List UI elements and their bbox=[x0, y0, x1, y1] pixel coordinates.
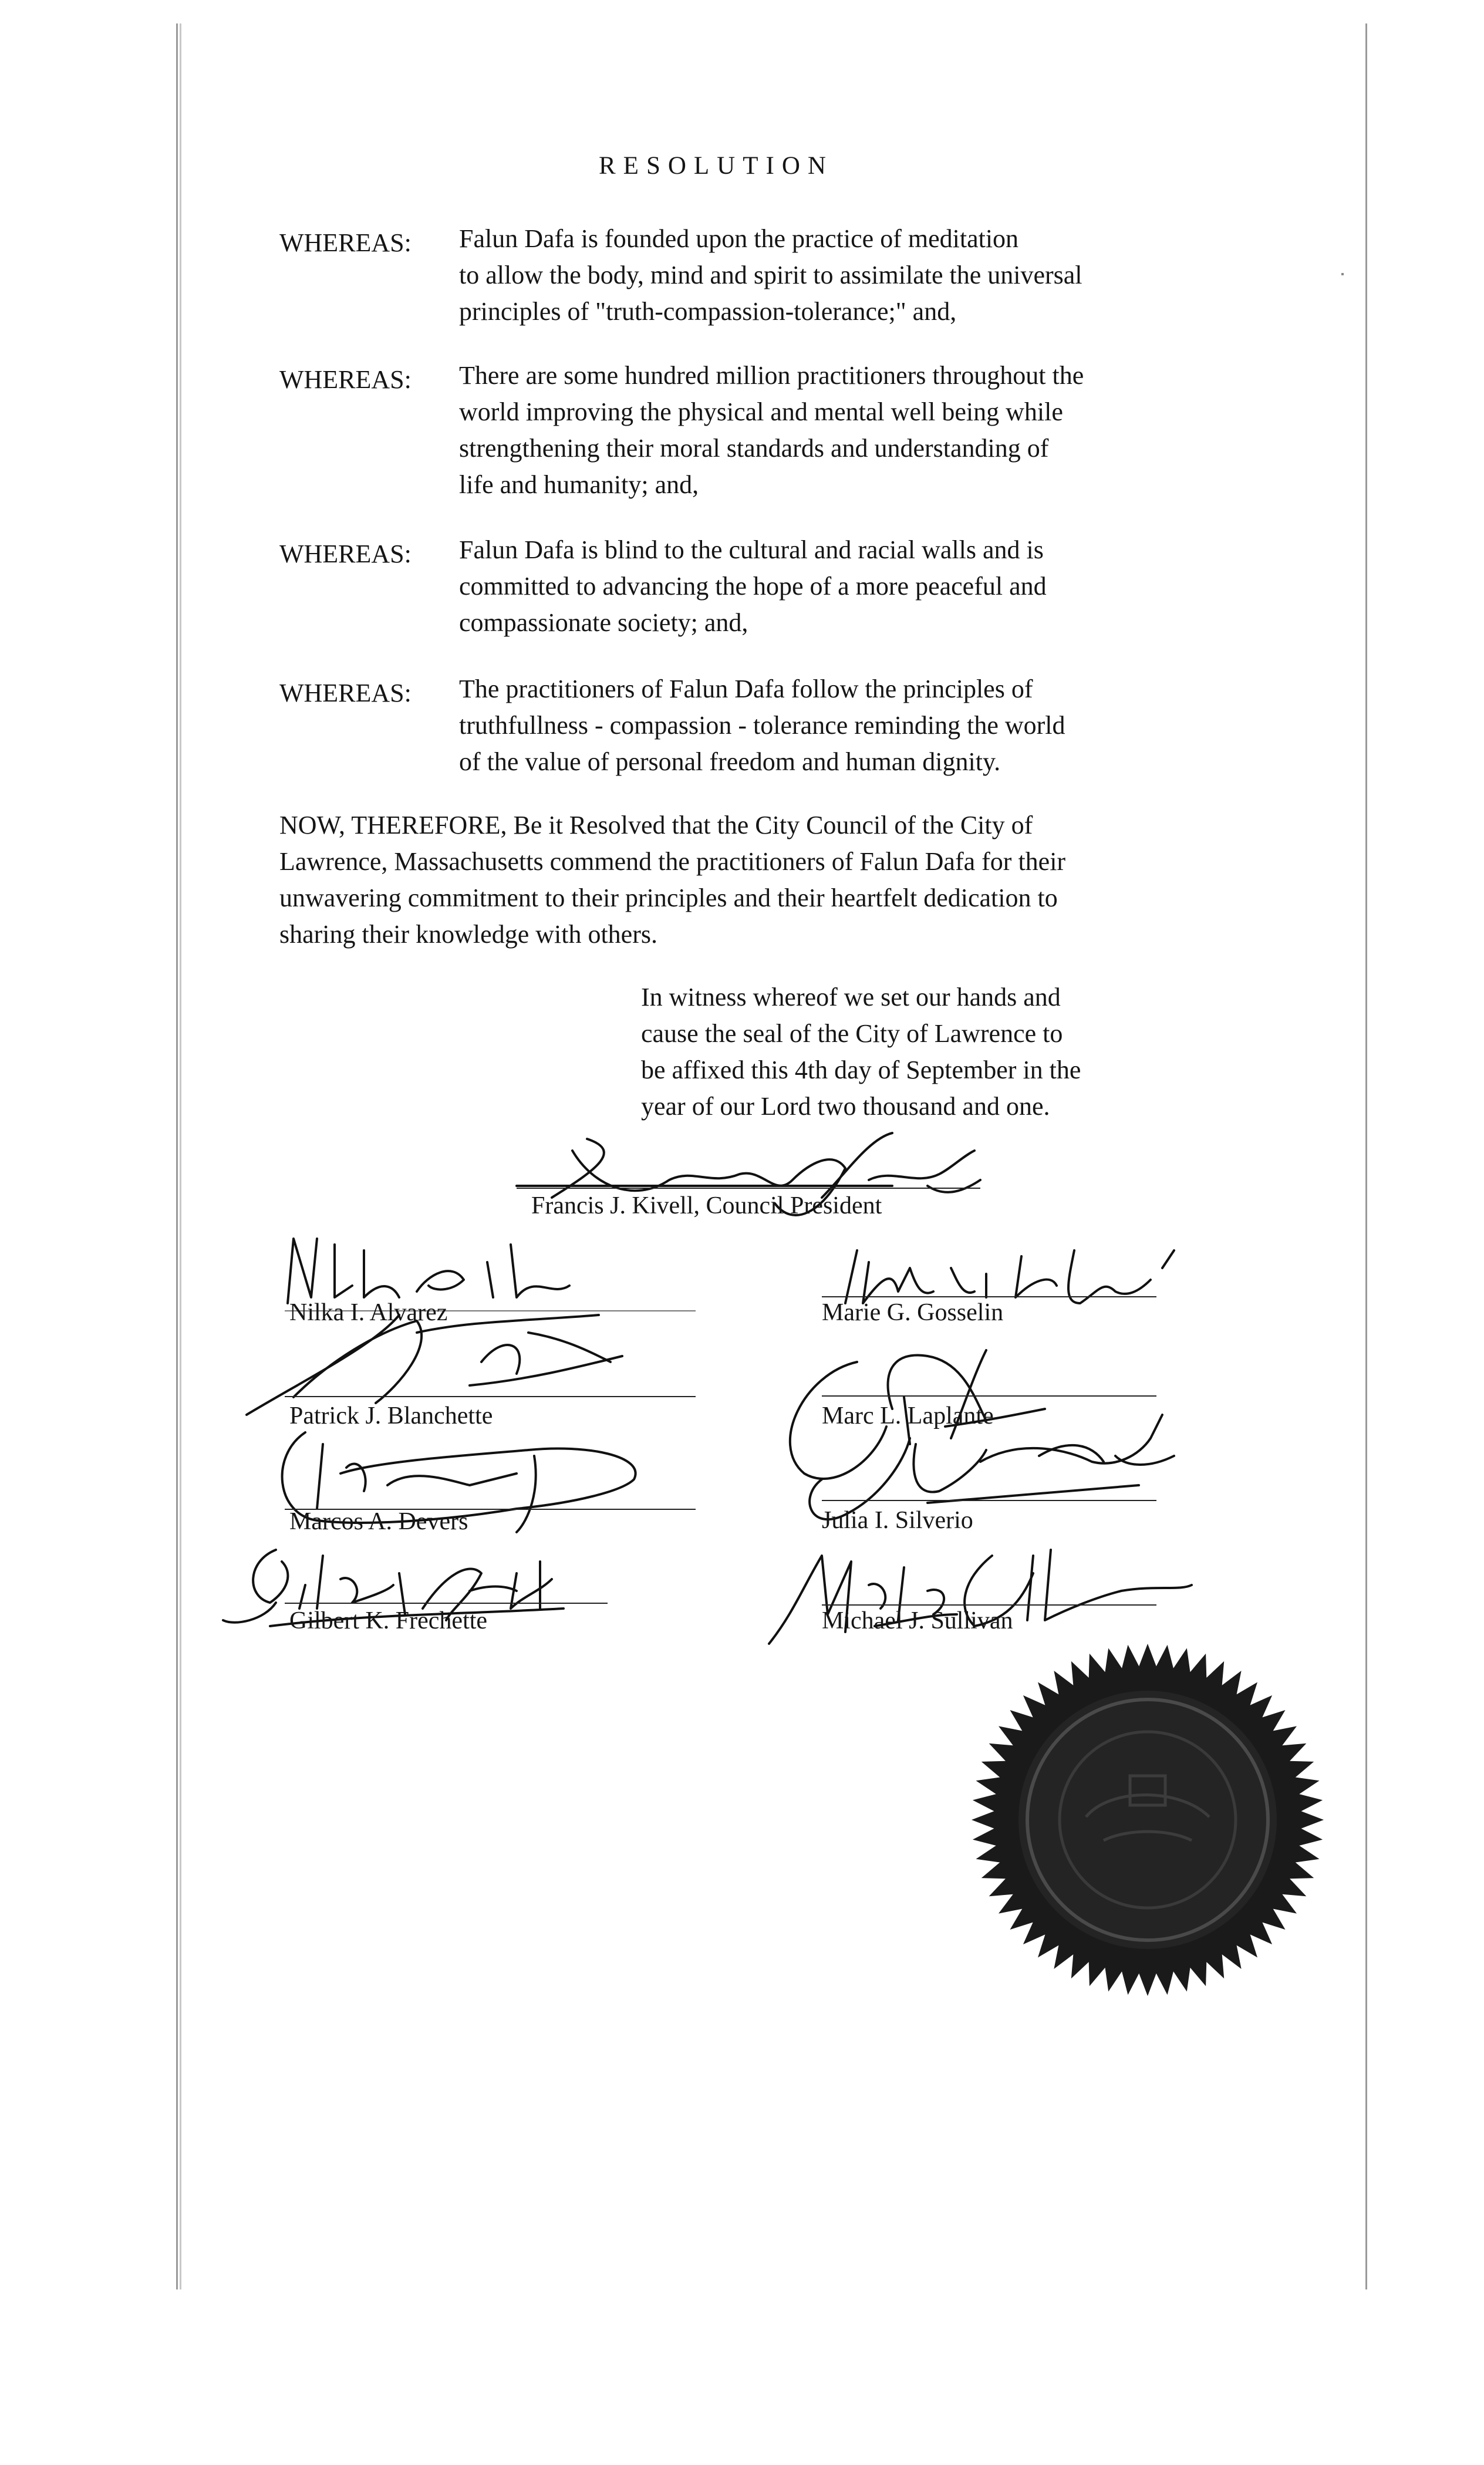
blanchette-signature-line bbox=[285, 1396, 696, 1397]
gosselin-signature-line bbox=[822, 1296, 1156, 1297]
president-signature-line bbox=[517, 1188, 980, 1189]
whereas-text: Falun Dafa is founded upon the practice of meditation to allow the body, mind and spirit to assimilate the universal principles of "truth-compassion-tolerance;" and, bbox=[459, 224, 1082, 326]
whereas-label: WHEREAS: bbox=[279, 365, 412, 394]
laplante-name: Marc L. Laplante bbox=[822, 1402, 994, 1429]
city-seal-icon bbox=[969, 1641, 1327, 1999]
left-margin-line-inner bbox=[180, 23, 181, 2289]
scan-speck bbox=[1341, 273, 1344, 275]
gosselin-name: Marie G. Gosselin bbox=[822, 1299, 1004, 1326]
president-signature-icon bbox=[517, 1115, 986, 1245]
silverio-name: Julia I. Silverio bbox=[822, 1507, 973, 1534]
devers-name: Marcos A. Devers bbox=[289, 1508, 468, 1535]
resolved-paragraph: NOW, THEREFORE, Be it Resolved that the City Council of the City of Lawrence, Massachusetts commend the practitioners of Falun Dafa for their unwavering commitment to their principles and their heartfelt dedication to sharing their knowledge with others. bbox=[279, 811, 1066, 949]
sullivan-signature-line bbox=[822, 1604, 1156, 1606]
right-margin-line bbox=[1365, 23, 1367, 2289]
alvarez-name: Nilka I. Alvarez bbox=[289, 1299, 448, 1326]
laplante-signature-line bbox=[822, 1395, 1156, 1397]
whereas-text: The practitioners of Falun Dafa follow the principles of truthfullness - compassion - tolerance reminding the world of the value of personal freedom and human dignity. bbox=[459, 675, 1065, 776]
whereas-label: WHEREAS: bbox=[279, 679, 412, 707]
sullivan-name: Michael J. Sullivan bbox=[822, 1607, 1013, 1634]
document-title: RESOLUTION bbox=[599, 152, 834, 180]
whereas-label: WHEREAS: bbox=[279, 228, 412, 257]
witness-paragraph: In witness whereof we set our hands and cause the seal of the City of Lawrence to be affixed this 4th day of September in the year of our Lord two thousand and one. bbox=[641, 983, 1081, 1121]
silverio-signature-line bbox=[822, 1500, 1156, 1501]
whereas-text: Falun Dafa is blind to the cultural and racial walls and is committed to advancing the hope of a more peaceful and compassionate society; and, bbox=[459, 535, 1047, 637]
whereas-text: There are some hundred million practitioners throughout the world improving the physical and mental well being while strengthening their moral standards and understanding of life and humanity; and, bbox=[459, 361, 1084, 499]
frechette-name: Gilbert K. Frechette bbox=[289, 1607, 488, 1634]
whereas-label: WHEREAS: bbox=[279, 539, 412, 568]
blanchette-name: Patrick J. Blanchette bbox=[289, 1402, 493, 1429]
frechette-signature-line bbox=[285, 1603, 608, 1604]
left-margin-line bbox=[176, 23, 178, 2289]
president-name: Francis J. Kivell, Council President bbox=[531, 1192, 882, 1219]
